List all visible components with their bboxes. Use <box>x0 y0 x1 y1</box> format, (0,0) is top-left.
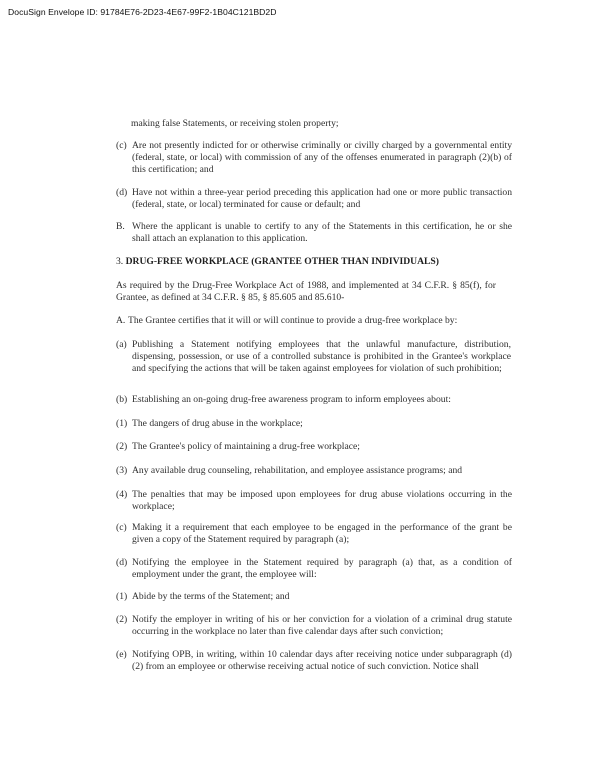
section-heading <box>116 256 516 268</box>
paragraph-text: Notifying the employee in the Statement required by paragraph (a) that, as a condition of employment under the grant, the employee will: <box>132 557 512 580</box>
item-d-1-abide <box>116 591 512 603</box>
clause-label: (2) <box>116 614 128 625</box>
paragraph-text: Have not within a three-year period preceding this application had one or more public transaction (federal, state, or local) terminated for cause or default; and <box>132 187 512 210</box>
clause-d-notifying <box>116 557 512 581</box>
item-4-penalties <box>116 489 512 513</box>
section-title: DRUG-FREE WORKPLACE (GRANTEE OTHER THAN INDIVIDUALS) <box>125 256 439 267</box>
paragraph-text: Abide by the terms of the Statement; and <box>132 591 290 602</box>
clause-label: A. <box>116 315 126 326</box>
paragraph-text: Establishing an on-going drug-free awareness program to inform employees about: <box>132 394 451 405</box>
clause-e-notifying-opb <box>116 649 512 673</box>
paragraph-text: The penalties that may be imposed upon employees for drug abuse violations occurring in the workplace; <box>132 489 512 512</box>
clause-A-certifies <box>116 315 513 327</box>
clause-b-awareness <box>116 394 517 406</box>
envelope-id: DocuSign Envelope ID: 91784E76-2D23-4E67-99F2-1B04C121BD2D <box>8 7 277 17</box>
item-1-dangers <box>116 418 512 430</box>
paragraph-text: The dangers of drug abuse in the workplace; <box>132 418 303 429</box>
clause-label: (a) <box>116 339 127 350</box>
paragraph-text: As required by the Drug-Free Workplace Act of 1988, and implemented at 34 C.F.R. § 85(f), for Grantee, as defined at 34 C.F.R. § 85, § 85.605 and 85.610- <box>116 280 496 303</box>
clause-c-requirement <box>116 522 512 546</box>
clause-d-terminated <box>116 187 512 211</box>
section-number: 3. <box>116 256 124 267</box>
clause-label: (c) <box>116 522 127 533</box>
paragraph-text: Any available drug counseling, rehabilitation, and employee assistance programs; and <box>132 465 463 476</box>
paragraph-text: The Grantee certifies that it will or will continue to provide a drug-free workplace by: <box>128 315 458 326</box>
clause-label: (c) <box>116 140 127 151</box>
paragraph-text: Making it a requirement that each employee to be engaged in the performance of the grant be given a copy of the Statement required by paragraph (a); <box>132 522 512 545</box>
item-3-counseling <box>116 465 512 477</box>
paragraph-text: making false Statements, or receiving stolen property; <box>131 118 339 129</box>
clause-label: (b) <box>116 394 128 405</box>
clause-b-explanation <box>116 221 512 245</box>
paragraph-text: The Grantee's policy of maintaining a drug-free workplace; <box>132 441 360 452</box>
clause-label: B. <box>116 221 125 232</box>
item-2-policy <box>116 441 512 453</box>
clause-label: (1) <box>116 418 128 429</box>
clause-label: (3) <box>116 465 128 476</box>
clause-label: (d) <box>116 187 128 198</box>
paragraph-text: Notifying OPB, in writing, within 10 calendar days after receiving notice under subparagraph (d)(2) from an employee or otherwise receiving actual notice of such conviction. Notice shall <box>132 649 512 672</box>
clause-label: (1) <box>116 591 128 602</box>
clause-label: (4) <box>116 489 128 500</box>
continuation-line <box>131 118 511 130</box>
intro-paragraph <box>116 280 496 304</box>
item-d-2-notify-employer <box>116 614 512 638</box>
paragraph-text: Where the applicant is unable to certify to any of the Statements in this certification, he or she shall attach an explanation to this application. <box>132 221 512 244</box>
clause-label: (d) <box>116 557 128 568</box>
clause-c-indicted <box>116 140 512 176</box>
paragraph-text: Are not presently indicted for or otherwise criminally or civilly charged by a governmental entity (federal, state, or local) with commission of any of the offenses enumerated in paragraph (2)(b) of this certification; and <box>132 140 512 175</box>
clause-label: (2) <box>116 441 128 452</box>
clause-a-publishing <box>116 339 511 375</box>
paragraph-text: Publishing a Statement notifying employees that the unlawful manufacture, distribution, dispensing, possession, or use of a controlled substance is prohibited in the Grantee's workplace and specifying the actions that will be taken against employees for violation of such prohibition; <box>132 339 511 374</box>
paragraph-text: Notify the employer in writing of his or her conviction for a violation of a criminal drug statute occurring in the workplace no later than five calendar days after such conviction; <box>132 614 512 637</box>
clause-label: (e) <box>116 649 127 660</box>
